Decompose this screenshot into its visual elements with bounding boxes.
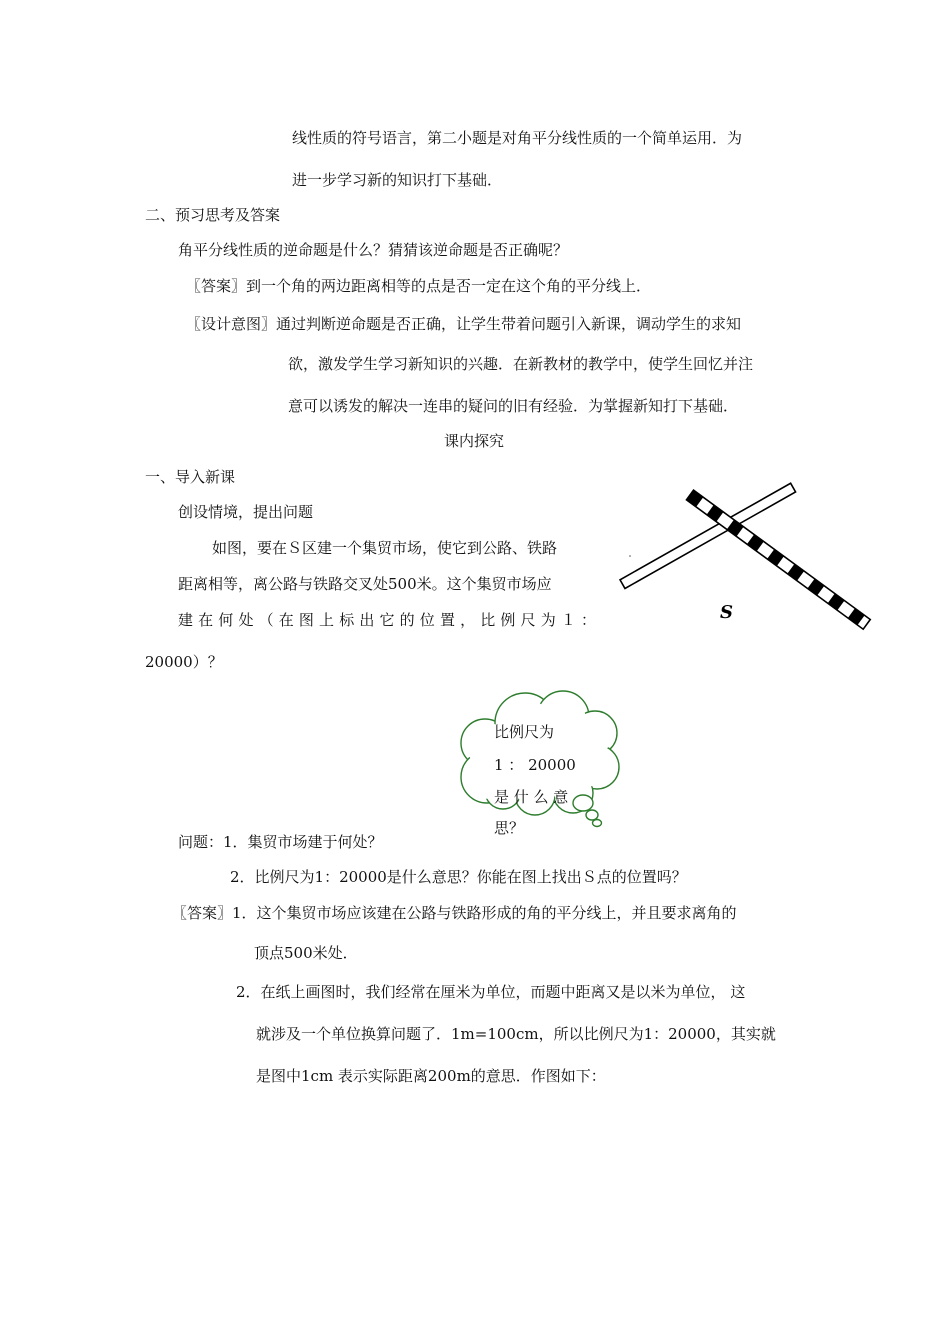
answer-line-5: 是图中1cm 表示实际距离200m的意思．作图如下： (256, 1067, 606, 1085)
question-1: 问题：1．集贸市场建于何处？ (178, 833, 383, 851)
answer-line-2: 顶点500米处． (254, 944, 358, 962)
cloud-text-line-3: 是 什 么 意 (494, 788, 569, 806)
text-line-1: 线性质的符号语言，第二小题是对角平分线性质的一个简单运用．为 (292, 129, 743, 147)
cloud-text-line-1: 比例尺为 (494, 723, 555, 741)
design-intent-line-1: 〖设计意图〗通过判断逆命题是否正确，让学生带着问题引入新课，调动学生的求知 (186, 315, 742, 333)
answer-line-1: 〖答案〗1．这个集贸市场应该建在公路与铁路形成的角的平分线上，并且要求离角的 (172, 904, 737, 922)
cloud-bubble-medium (586, 810, 598, 820)
cloud-bubble-large (573, 795, 593, 811)
road-railway-figure (620, 490, 850, 630)
situation-heading: 创设情境，提出问题 (178, 503, 314, 521)
problem-line-4: 20000）？ (145, 653, 223, 671)
answer-line-4: 就涉及一个单位换算问题了．1m=100cm，所以比例尺为1：20000，其实就 (256, 1025, 776, 1043)
section-preview-heading: 二、预习思考及答案 (145, 206, 281, 224)
cloud-bubble-small (593, 820, 602, 827)
text-line-2: 进一步学习新的知识打下基础． (292, 171, 503, 189)
answer-line-3: 2．在纸上画图时，我们经常在厘米为单位，而题中距离又是以米为单位， 这 (236, 983, 746, 1001)
question-2: 2．比例尺为1：20000是什么意思？你能在图上找出Ｓ点的位置吗？ (230, 868, 687, 886)
road-line (620, 483, 796, 588)
problem-line-3: 建在何处（在图上标出它的位置，比例尺为１： (178, 611, 596, 629)
dot-mark (629, 555, 631, 557)
section-title-in-class: 课内探究 (444, 432, 505, 450)
problem-line-2: 距离相等，离公路与铁路交叉处500米。这个集贸市场应 (178, 575, 552, 593)
design-intent-line-3: 意可以诱发的解决一连串的疑问的旧有经验．为掌握新知打下基础． (288, 397, 739, 415)
cloud-text-line-2: 1 ： 20000 (494, 756, 576, 774)
point-s-label: S (720, 602, 733, 623)
preview-question: 角平分线性质的逆命题是什么？猜猜该逆命题是否正确呢？ (178, 241, 569, 259)
railway-line (686, 490, 870, 629)
design-intent-line-2: 欲，激发学生学习新知识的兴趣．在新教材的教学中，使学生回忆并注 (288, 355, 754, 373)
section-intro-heading: 一、导入新课 (145, 468, 236, 486)
problem-line-1: 如图，要在Ｓ区建一个集贸市场，使它到公路、铁路 (212, 539, 558, 557)
cloud-text-line-4: 思？ (494, 819, 525, 837)
preview-answer: 〖答案〗到一个角的两边距离相等的点是否一定在这个角的平分线上． (186, 277, 652, 295)
